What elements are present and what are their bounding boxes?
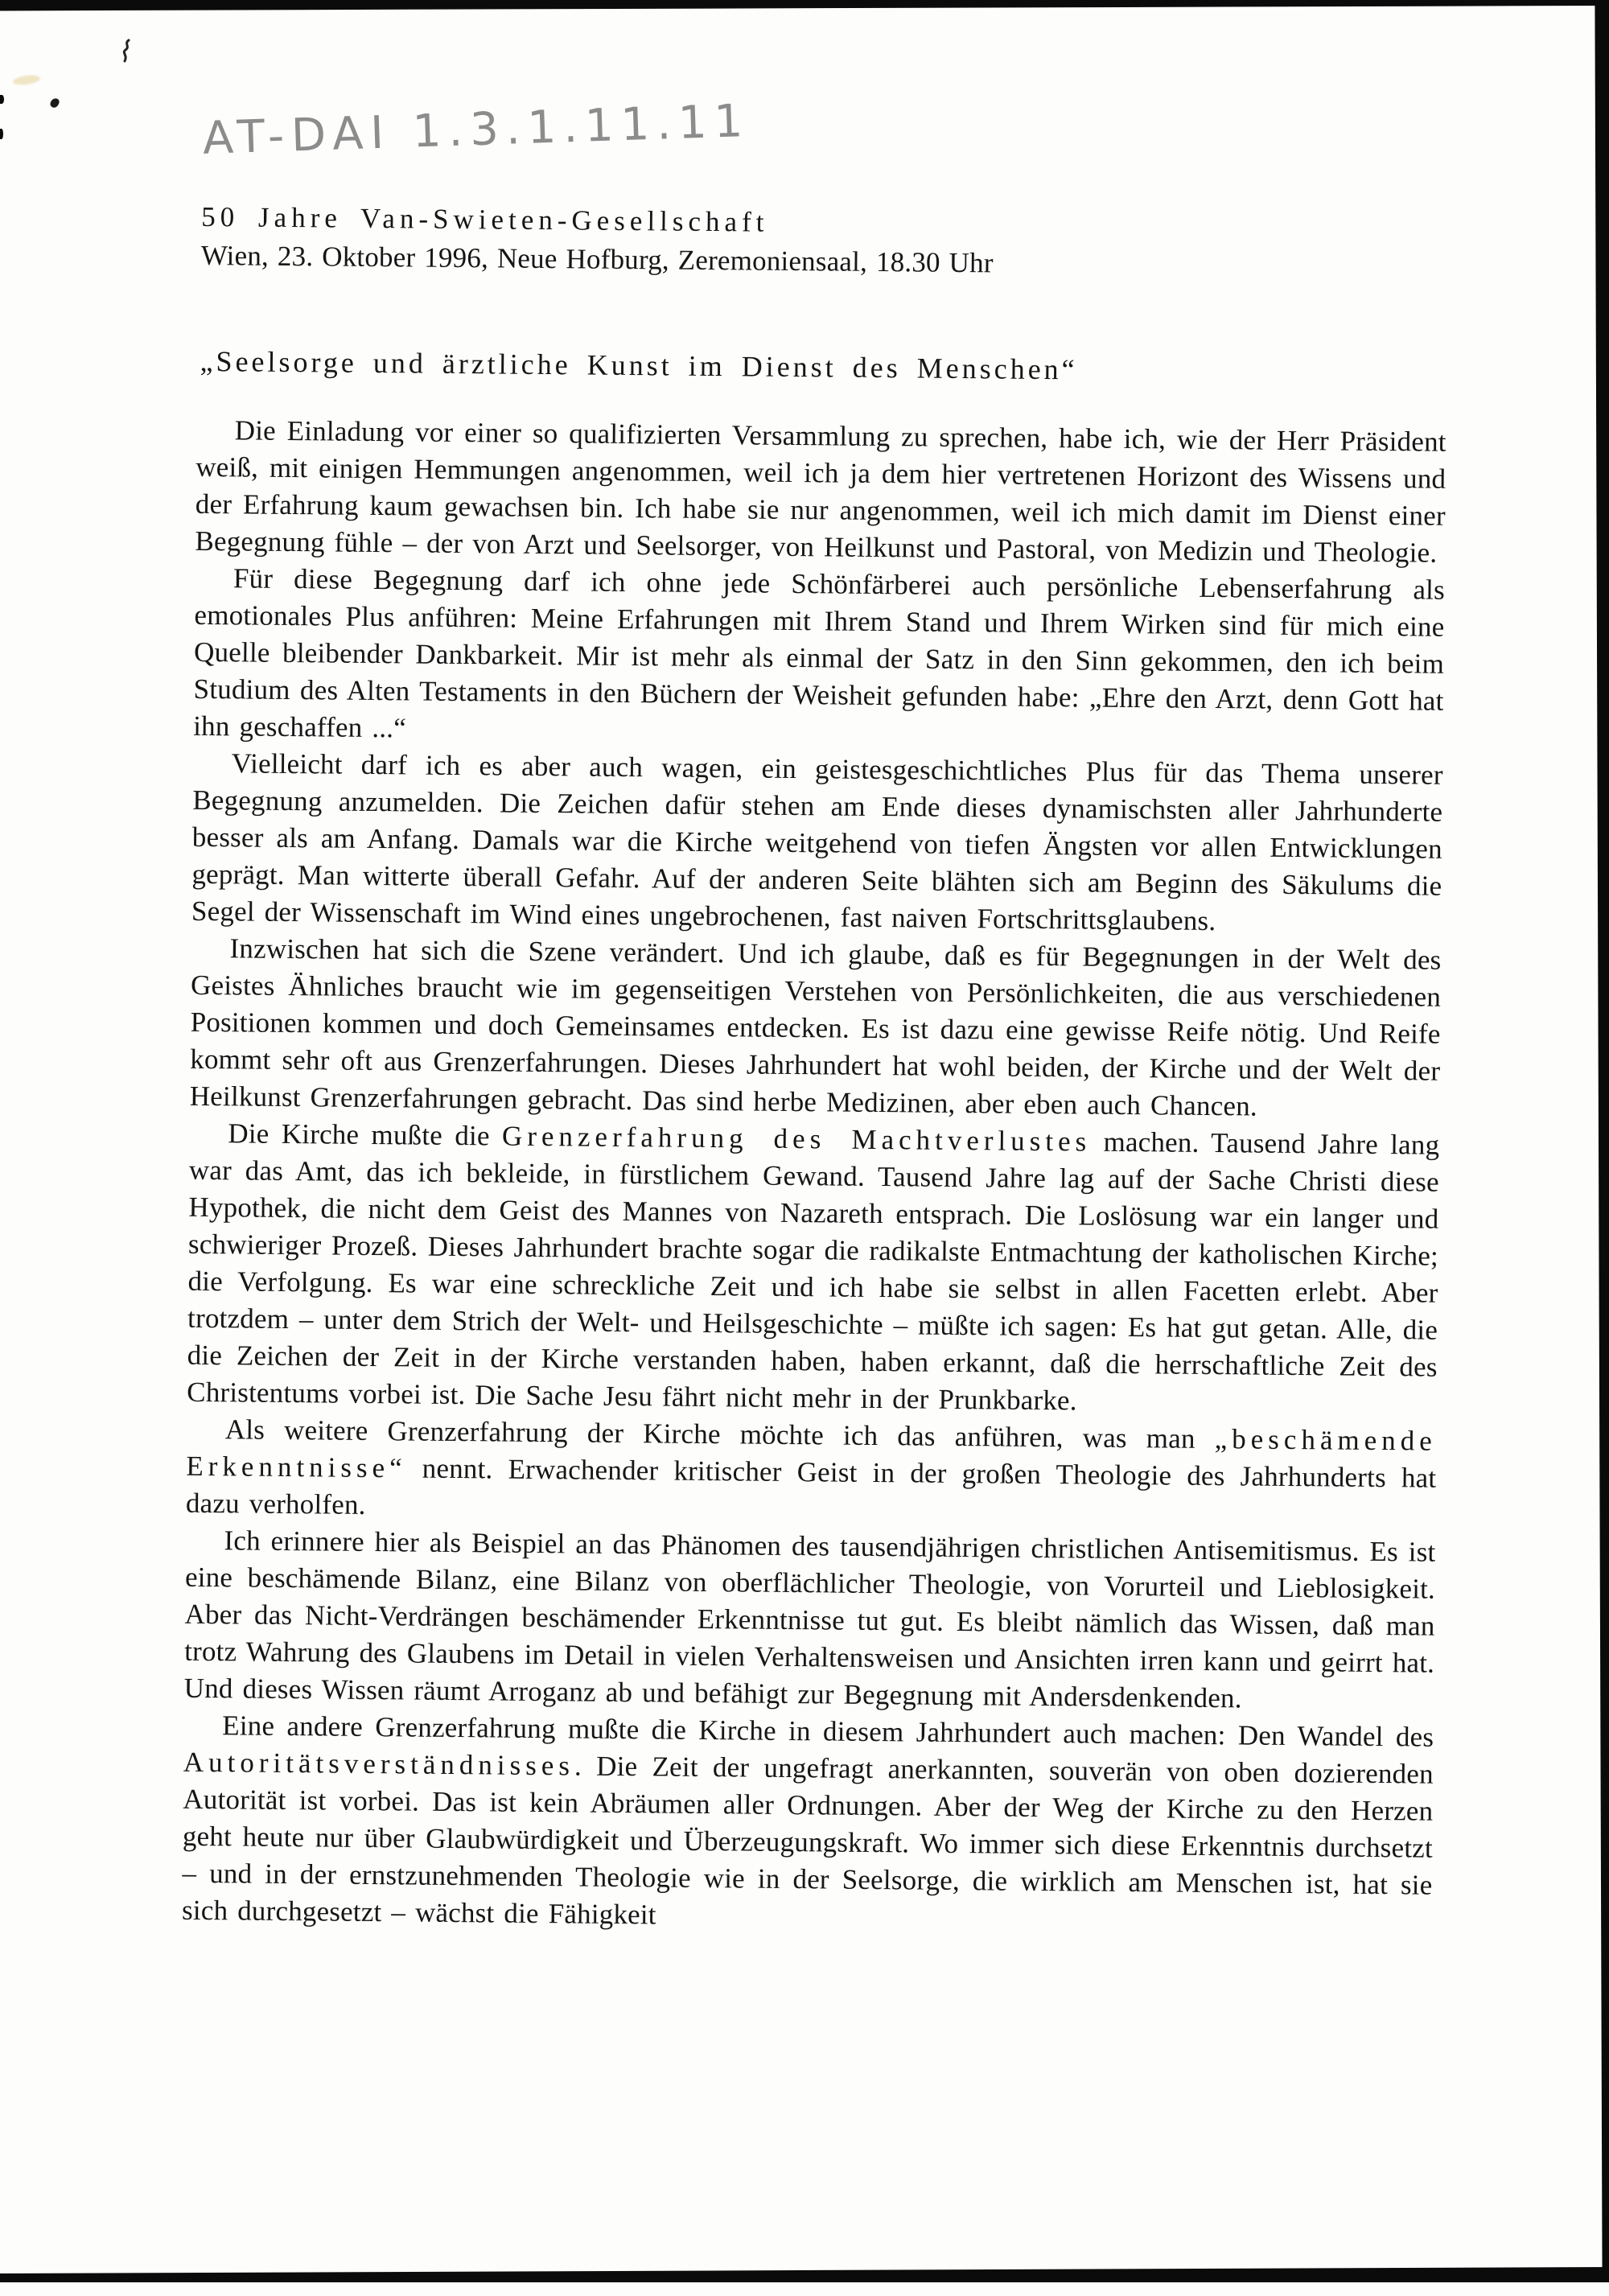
speech-title: „Seelsorge und ärztliche Kunst im Dienst des Menschen“ xyxy=(200,344,1078,386)
emphasized-spaced-text: Grenzerfahrung des Machtverlustes xyxy=(501,1120,1092,1158)
paragraph xyxy=(191,745,1443,942)
paragraph xyxy=(193,560,1445,757)
paragraph xyxy=(182,1707,1434,1941)
paragraph-text: Als weitere Grenzerfahrung der Kirche möchte ich das anführen, was man xyxy=(224,1413,1215,1455)
emphasized-spaced-text: „beschämende Erkenntnisse“ xyxy=(186,1423,1437,1484)
emphasized-spaced-text: Autoritätsverständnisses xyxy=(183,1746,575,1782)
speech-body xyxy=(182,412,1446,1941)
paragraph-text: Die Einladung vor einer so qualifizierten Versammlung zu sprechen, habe ich, wie der Herr Präsident weiß, mit einigen Hemmungen angenommen, weil ich ja dem hier vertretenen Horizont des Wissens und der Erfahrung kaum gewachsen bin. Ich habe sie nur angenommen, weil ich mich damit im Dienst einer Begegnung fühle – der von Arzt und Seelsorger, von Heilkunst und Pastoral, von Medizin und Theologie. xyxy=(195,414,1446,569)
paragraph-text: machen. Tausend Jahre lang war das Amt, das ich bekleide, in fürstlichem Gewand. Tausend Jahre lag auf der Sache Christi diese Hypothek, die nicht dem Geist des Mannes von Nazareth entsprach. Die Loslösung war ein langer und schwieriger Prozeß. Dieses Jahrhundert brachte sogar die radikalste Entmachtung der katholischen Kirche; die Verfolgung. Es war eine schreckliche Zeit und ich habe sie selbst in allen Facetten erlebt. Aber trotzdem – unter dem Strich der Welt- und Heilsgeschichte – müßte ich sagen: Es hat gut getan. Alle, die die Zeichen der Zeit in der Kirche verstanden haben, haben erkannt, daß die herrschaftliche Zeit des Christentums vorbei ist. Die Sache Jesu fährt nicht mehr in der Prunkbarke. xyxy=(187,1125,1440,1417)
paragraph-text: Vielleicht darf ich es aber auch wagen, ein geistesgeschichtliches Plus für das Thema unserer Begegnung anzumelden. Die Zeichen dafür stehen am Ende dieses dynamischsten aller Jahrhunderte besser als am Anfang. Damals war die Kirche weitgehend von tiefen Ängsten vor allen Entwicklungen geprägt. Man witterte überall Gefahr. Auf der anderen Seite blähten sich am Beginn des Säkulums die Segel der Wissenschaft im Wind eines ungebrochenen, fast naiven Fortschrittsglaubens. xyxy=(191,747,1443,937)
paragraph-text: Ich erinnere hier als Beispiel an das Phänomen des tausendjährigen christlichen Antisemitismus. Es ist eine beschämende Bilanz, eine Bilanz von oberflächlicher Theologie, von Vorurteil und Lieblosigkeit. Aber das Nicht-Verdrängen beschämender Erkenntnisse tut gut. Es bleibt nämlich das Wissen, daß man trotz Wahrung des Glaubens im Detail in vielen Verhaltensweisen und Ansichten irren kann und geirrt hat. Und dieses Wissen räumt Arroganz ab und befähigt zur Begegnung mit Andersdenkenden. xyxy=(183,1524,1436,1714)
paragraph xyxy=(184,1522,1436,1719)
paragraph xyxy=(186,1411,1437,1534)
event-header xyxy=(201,198,994,282)
paragraph xyxy=(190,930,1442,1127)
paragraph-text: Eine andere Grenzerfahrung mußte die Kirche in diesem Jahrhundert auch machen: Den Wandel des xyxy=(222,1710,1434,1753)
paragraph-text: Für diese Begegnung darf ich ohne jede Schönfärberei auch persönliche Lebenserfahrung als emotionales Plus anführen: Meine Erfahrungen mit Ihrem Stand und Ihrem Wirken sind für mich eine Quelle bleibender Dankbarkeit. Mir ist mehr als einmal der Satz in den Sinn gekommen, den ich beim Studium des Alten Testaments in den Büchern der Weisheit gefunden habe: „Ehre den Arzt, denn Gott hat ihn geschaffen ...“ xyxy=(193,562,1446,744)
event-name: 50 Jahre Van-Swieten-Gesellschaft xyxy=(201,200,769,238)
archive-annotation-handwritten: AT-DAI 1.3.1.11.11 xyxy=(201,94,751,165)
paragraph-text: Die Kirche mußte die xyxy=(228,1117,503,1152)
paragraph xyxy=(195,412,1446,572)
event-date-location: Wien, 23. Oktober 1996, Neue Hofburg, Zeremoniensaal, 18.30 Uhr xyxy=(200,239,994,279)
paragraph-text: nennt. Erwachender kritischer Geist in der großen Theologie des Jahrhunderts hat dazu verholfen. xyxy=(185,1452,1437,1520)
paragraph-text: . Die Zeit der ungefragt anerkannten, souverän von oben dozierenden Autorität ist vorbei. Das ist kein Abräumen aller Ordnungen. Aber der Weg der Kirche zu den Herzen geht heute nur über Glaubwürdigkeit und Überzeugungskraft. Wo immer sich diese Erkenntnis durchsetzt – und in der ernstzunehmenden Theologie wie in der Seelsorge, die wirklich am Menschen ist, hat sie sich durchgesetzt – wächst die Fähigkeit xyxy=(181,1750,1434,1931)
paragraph-text: Inzwischen hat sich die Szene verändert. Und ich glaube, daß es für Begegnungen in der Welt des Geistes Ähnliches braucht wie im gegenseitigen Verstehen von Persönlichkeiten, die aus verschiedenen Positionen kommen und doch Gemeinsames entdecken. Es ist dazu eine gewisse Reife nötig. Und Reife kommt sehr oft aus Grenzerfahrungen. Dieses Jahrhundert hat wohl beiden, der Kirche und der Welt der Heilkunst Grenzerfahrungen gebracht. Das sind herbe Medizinen, aber eben auch Chancen. xyxy=(189,932,1442,1122)
paragraph xyxy=(187,1115,1439,1423)
